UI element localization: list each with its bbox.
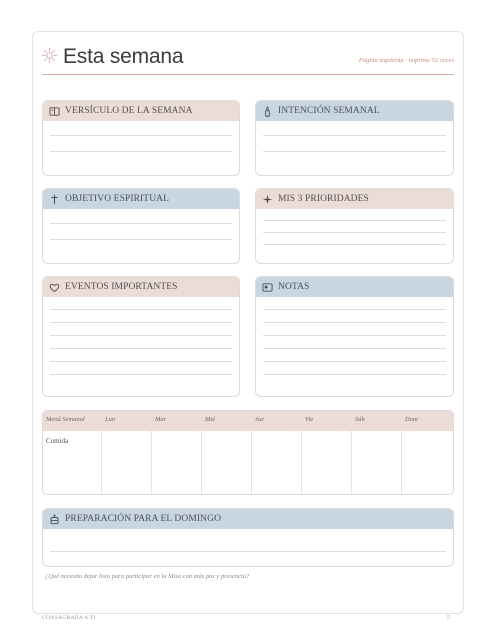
writing-line[interactable]	[263, 135, 446, 136]
cross-icon	[49, 194, 60, 205]
day-tuesday: Mar	[155, 416, 167, 423]
page-subtitle: Página izquierda · imprime 52 veces	[358, 57, 454, 64]
writing-line[interactable]	[50, 361, 232, 362]
intention-section	[255, 100, 454, 176]
grid-divider	[151, 411, 152, 494]
candle-icon	[262, 106, 273, 117]
writing-line[interactable]	[263, 244, 446, 245]
grid-divider	[401, 411, 402, 494]
church-icon	[49, 514, 60, 525]
writing-line[interactable]	[263, 374, 446, 375]
priorities-section-header	[256, 189, 453, 209]
grid-divider	[101, 411, 102, 494]
writing-line[interactable]	[263, 220, 446, 221]
writing-line[interactable]	[50, 335, 232, 336]
heart-icon	[49, 282, 60, 293]
sunday-prep-section-header	[43, 509, 453, 529]
weekly-menu-title: Menú Semanal	[46, 416, 85, 423]
writing-line[interactable]	[263, 151, 446, 152]
day-saturday: Sáb	[355, 416, 365, 423]
writing-line[interactable]	[50, 151, 232, 152]
verse-section	[42, 100, 240, 176]
writing-line[interactable]	[263, 348, 446, 349]
events-section	[42, 276, 240, 397]
footer-brand: CONSAGRADA A TI	[42, 615, 96, 621]
writing-line[interactable]	[50, 374, 232, 375]
day-sunday: Dom	[405, 416, 418, 423]
writing-line[interactable]	[263, 309, 446, 310]
day-monday: Lun	[105, 416, 116, 423]
writing-line[interactable]	[50, 239, 232, 240]
sunday-prep-section	[42, 508, 454, 567]
priorities-section	[255, 188, 454, 264]
sun-icon	[42, 48, 57, 63]
writing-line[interactable]	[50, 223, 232, 224]
weekly-menu-grid	[42, 410, 454, 495]
spiritual-goal-section-header	[43, 189, 239, 209]
writing-line[interactable]	[50, 551, 446, 552]
verse-section-header	[43, 101, 239, 121]
note-icon	[262, 282, 273, 293]
page-title: Esta semana	[63, 45, 184, 68]
sparkle-icon	[262, 194, 273, 205]
grid-divider	[201, 411, 202, 494]
writing-line[interactable]	[263, 232, 446, 233]
sunday-prep-section-label: PREPARACIÓN PARA EL DOMINGO	[65, 514, 222, 524]
writing-line[interactable]	[50, 322, 232, 323]
writing-line[interactable]	[50, 309, 232, 310]
writing-line[interactable]	[50, 348, 232, 349]
meal-row-label: Comida	[46, 437, 69, 445]
verse-section-label: VERSÍCULO DE LA SEMANA	[65, 106, 193, 116]
spiritual-goal-section-label: OBJETIVO ESPIRITUAL	[65, 194, 170, 204]
notes-section-header	[256, 277, 453, 297]
writing-line[interactable]	[50, 135, 232, 136]
sunday-prep-prompt: ¿Qué necesito dejar listo para participar en la Misa con más paz y presencia?	[45, 573, 250, 580]
events-section-label: EVENTOS IMPORTANTES	[65, 282, 178, 292]
page-header	[42, 44, 454, 75]
intention-section-label: INTENCIÓN SEMANAL	[278, 106, 380, 116]
writing-line[interactable]	[263, 322, 446, 323]
day-thursday: Jue	[255, 416, 265, 423]
grid-divider	[351, 411, 352, 494]
grid-divider	[251, 411, 252, 494]
writing-line[interactable]	[263, 361, 446, 362]
spiritual-goal-section	[42, 188, 240, 264]
notes-section-label: NOTAS	[278, 282, 310, 292]
book-icon	[49, 106, 60, 117]
page-number: 5	[447, 615, 450, 621]
priorities-section-label: MIS 3 PRIORIDADES	[278, 194, 369, 204]
intention-section-header	[256, 101, 453, 121]
grid-divider	[301, 411, 302, 494]
events-section-header	[43, 277, 239, 297]
day-friday: Vie	[305, 416, 314, 423]
day-wednesday: Mié	[205, 416, 216, 423]
writing-line[interactable]	[263, 335, 446, 336]
notes-section	[255, 276, 454, 397]
